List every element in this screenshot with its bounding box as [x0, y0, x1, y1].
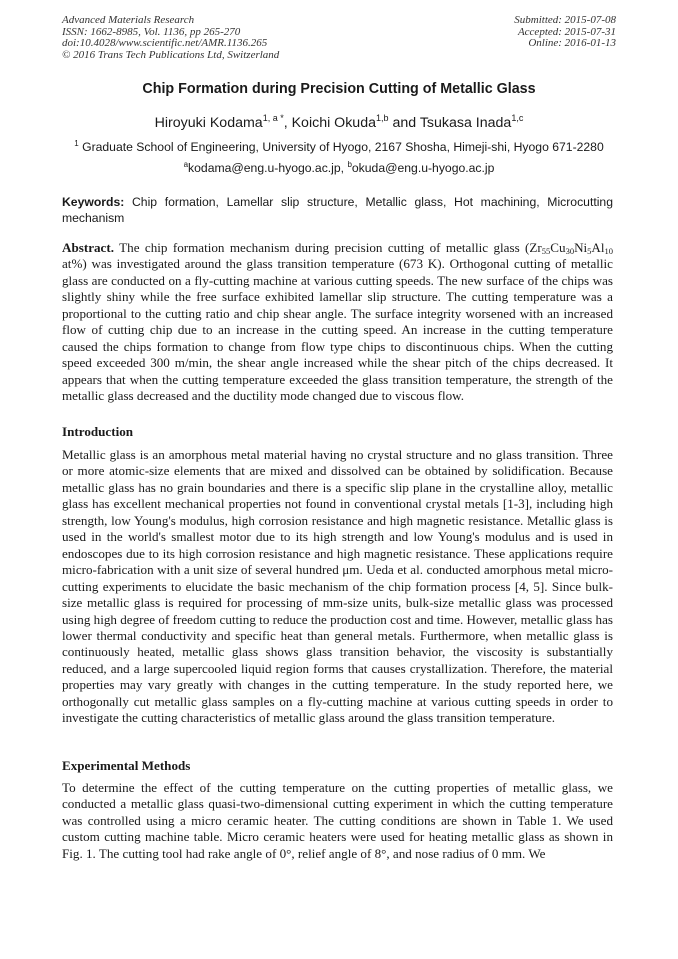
author-name: Koichi Okuda [291, 115, 376, 131]
keywords [62, 195, 613, 226]
abstract [62, 240, 613, 405]
author-emails [40, 160, 638, 176]
email-mark: b [347, 160, 352, 169]
online-date: Online: 2016-01-13 [528, 37, 616, 49]
author-list [40, 114, 638, 132]
journal-issn: ISSN: 1662-8985, Vol. 1136, pp 265-270 [62, 25, 241, 38]
journal-copyright: © 2016 Trans Tech Publications Ltd, Switzerland [62, 48, 280, 61]
submitted-date: Submitted: 2015-07-08 [514, 14, 616, 26]
formula-subscript: 30 [565, 246, 575, 256]
email-link[interactable]: kodama@eng.u-hyogo.ac.jp [188, 161, 341, 175]
formula-subscript: 5 [587, 246, 592, 256]
keywords-label: Keywords: [62, 195, 125, 209]
email-mark: a [183, 160, 189, 169]
formula-element: Al [591, 240, 605, 255]
author-separator: and [388, 115, 420, 131]
formula-subscript: 10 [604, 246, 613, 256]
affiliation-text: Graduate School of Engineering, University of Hyogo, 2167 Shosha, Himeji-shi, Hyogo 671-2280 [78, 140, 604, 154]
author-affiliation-mark: 1,b [375, 113, 389, 123]
abstract-text: at%) was investigated around the glass transition temperature (673 K). Orthogonal cutting of metallic glass are conducted on a fly-cutting machine at various cutting speeds. The new surface of the chips was slightly shiny while the free surface exhibited lamellar slip structure. The cutting temperature was a proportional to the cutting ratio and chip shear angle. The surface integrity worsened with an increased flow of cutting chip due to an increase in the cutting speed. An increase in the cutting temperature caused the chips formation to change from flow type chips to discontinuous chips. When the cutting speed exceeded 300 m/min, the shear angle increased while the shear pitch of the chips decreased. It appears that when the cutting temperature exceeded the glass transition temperature, the strength of the metallic glass decreased and the ductility mode changed due to viscous flow. [62, 256, 613, 404]
formula-subscript: 55 [541, 246, 551, 256]
formula-element: Ni [574, 240, 588, 255]
email-separator: , [340, 161, 348, 175]
formula-element: Cu [550, 240, 566, 255]
journal-name: Advanced Materials Research [62, 14, 195, 26]
introduction-heading: Introduction [62, 424, 134, 439]
author-name: Tsukasa Inada [419, 115, 512, 131]
paper-title: Chip Formation during Precision Cutting of Metallic Glass [142, 81, 536, 97]
author-separator: , [283, 115, 292, 131]
journal-doi: doi:10.4028/www.scientific.net/AMR.1136.265 [62, 37, 268, 49]
submission-dates [514, 15, 616, 50]
keywords-text: Chip formation, Lamellar slip structure, Metallic glass, Hot machining, Microcutting mechanism [62, 195, 613, 225]
author-name: Hiroyuki Kodama [154, 115, 263, 131]
affiliation [40, 139, 638, 155]
methods-heading: Experimental Methods [62, 758, 191, 773]
journal-info [62, 15, 279, 61]
abstract-text: The chip formation mechanism during precision cutting of metallic glass (Zr [114, 240, 542, 255]
email-link[interactable]: okuda@eng.u-hyogo.ac.jp [351, 161, 495, 175]
accepted-date: Accepted: 2015-07-31 [517, 25, 616, 38]
affiliation-mark: 1 [74, 139, 79, 148]
author-affiliation-mark: 1, a * [262, 113, 284, 123]
methods-paragraph: To determine the effect of the cutting temperature on the cutting properties of metallic glass, we conducted a metallic glass quasi-two-dimensional cutting experiment in which the cutting temperature was controlled using a micro ceramic heater. The cutting conditions are shown in Table 1. We used custom cutting machine table. Micro ceramic heaters were used for heating metallic glass as shown in Fig. 1. The cutting tool had rake angle of 0°, relief angle of 8°, and nose radius of 0 mm. We [62, 780, 613, 861]
author-affiliation-mark: 1,c [511, 113, 524, 123]
abstract-label: Abstract. [62, 240, 114, 255]
introduction-paragraph: Metallic glass is an amorphous metal material having no crystal structure and no glass transition. Three or more atomic-size elements that are mixed and dissolved can be obtained by solidification. Because metallic glass has no grain boundaries and there is a specific slip plane in the crystalline alloy, metallic glass has excellent mechanical properties not found in conventional crystal metals [1-3], including high strength, low Young's modulus, high corrosion resistance and high magnetic resistance. Metallic glass is used in the world's smallest motor due to its high strength and low Young's modulus and is used in endoscopes due to its high corrosion resistance and high magnetic resistance. These applications require micro-fabrication with a unit size of several hundred μm. Ueda et al. conducted amorphous metal micro-cutting experiments to elucidate the basic mechanism of the chip formation process [4, 5]. Since bulk-size metallic glass is required for processing of mm-size units, bulk-size metallic glass was processed using high degree of freedom cutting to reduce the production cost and time. However, metallic glass has lower thermal conductivity and specific heat than general metals. Furthermore, when metallic glass is continuously heated, metallic glass shows glass transition behavior, the viscosity is substantially reduced, and a large supercooled liquid region forms that causes crystallization. Therefore, the material properties may vary greatly with changes in the cutting temperature. In the study reported here, we orthogonally cut metallic glass samples on a fly-cutting machine at various cutting speeds in order to investigate the cutting characteristics of metallic glass around the glass transition temperature. [62, 447, 613, 726]
